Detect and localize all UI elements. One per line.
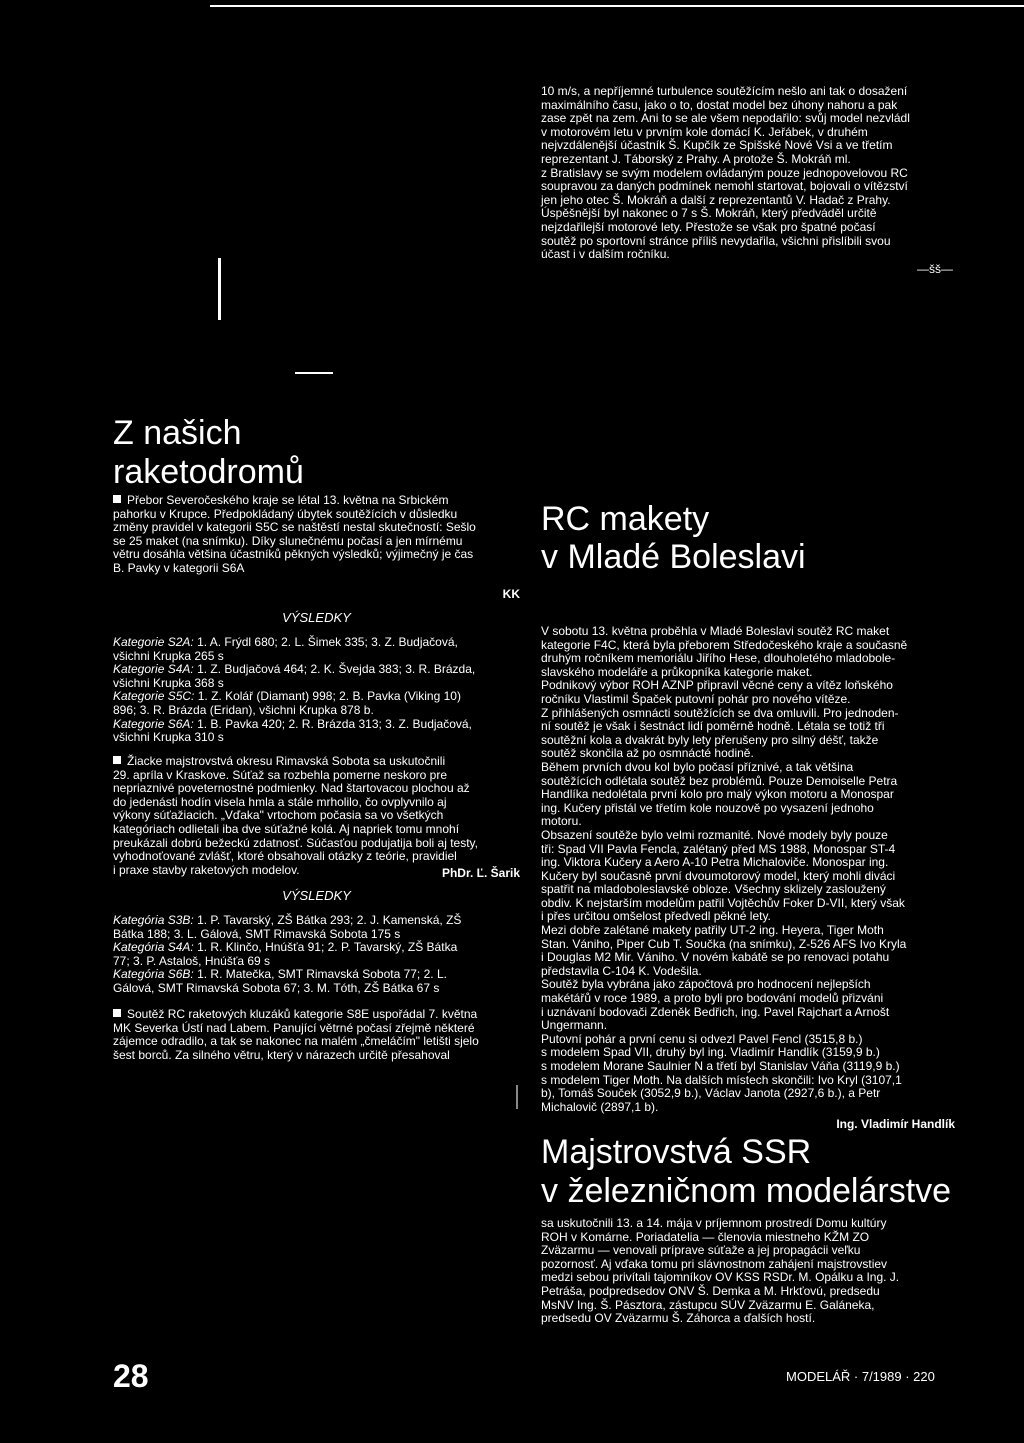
text-line — [113, 755, 520, 769]
text-line: maximálního času, jako o to, dostat model bez úhony nahoru a pak — [541, 97, 898, 112]
text-line: změny pravidel v kategorii S5C se naštěstí nestal skutečností: Sešlo — [113, 520, 476, 535]
result-category-label: Kategorie S4A: — [113, 662, 194, 677]
raketodromy-results-heading: VÝSLEDKY — [282, 610, 351, 625]
text-line — [113, 494, 520, 508]
result-category-label: Kategória S6B: — [113, 967, 194, 982]
result-text: 1. Z. Budjačová 464; 2. K. Švejda 383; 3. R. Brázda, — [197, 662, 476, 677]
text-line: soutěžní kola a dvakrát byly lety přerušeny pro silný déšť, takže — [541, 732, 879, 747]
text-line: zase zpět na zem. Ani to se ale všem nepodařilo: svůj model nezvládl — [541, 111, 910, 126]
text-line: druhým ročníkem memoriálu Jiřího Hese, dlouholetého mladobole- — [541, 651, 896, 666]
text-line: s modelem Morane Saulnier N a třetí byl Stanislav Váňa (3119,9 b.) — [541, 1059, 900, 1073]
text-line: i uznávaní bodovači Zdeněk Bedřich, ing. Pavel Rajchart a Arnošt — [541, 1004, 890, 1019]
majstrovstva-headline — [541, 1133, 951, 1211]
text-line: medzi sebou privítali tajomníkov OV KSS RSDr. M. Opálku a Ing. J. — [541, 1270, 900, 1285]
raketodromy-intro — [113, 494, 520, 576]
page-number: 28 — [113, 1358, 149, 1394]
result-line — [113, 677, 520, 691]
text-line: obdiv. K nejstarším modelům patřil Vojtěchův Foker D-VII, který však — [541, 895, 905, 910]
text-line: Během prvních dvou kol bylo počasí příznivé, a tak většina — [541, 759, 854, 774]
rc-makety-article — [541, 625, 955, 1114]
rc-makety-headline — [541, 500, 806, 576]
top-border-line — [210, 5, 1024, 7]
text-line: Úspěšnější byl nakonec o 7 s Š. Mokráň, který předváděl určitě — [541, 206, 877, 221]
text-line: Michalovič (2897,1 b). — [541, 1099, 659, 1114]
text-line: Handlíka nedolétala první kolo pro malý výkon motoru a Monospar — [541, 787, 894, 802]
ziacke-article — [113, 755, 520, 877]
bullet-square-icon — [113, 756, 121, 764]
text-line: Mezi dobře zalétané makety patřily UT-2 ing. Heyera, Tiger Moth — [541, 923, 884, 938]
result-text: Gálová, SMT Rimavská Sobota 67; 3. M. Tóth, ZŠ Bátka 67 s — [113, 980, 440, 995]
bullet-square-icon — [113, 495, 121, 503]
result-line — [113, 955, 520, 969]
text-line: motoru. — [541, 814, 582, 829]
text-line: ročníku Vlastimil Špaček putovní pohár pro nového vítěze. — [541, 691, 851, 706]
text-line: makétářů v roce 1989, a proto byli pro bodování modelů přizváni — [541, 991, 884, 1006]
raketodromy-intro-signature: KK — [502, 587, 520, 601]
text-line: Petráša, podpredsedov ONV Š. Demka a M. Hrkťovú, predsedu — [541, 1283, 880, 1298]
text-line-content: Soutěž RC raketových kluzáků kategorie S8E uspořádal 7. května — [127, 1007, 478, 1021]
publication-footer: MODELÁŘ · 7/1989 · 220 — [786, 1369, 935, 1384]
text-line: kategóriach odlietali iba dve súťažné kolá. Aj napriek tomu mnohí — [113, 821, 460, 836]
result-text: všichni Krupka 310 s — [113, 730, 224, 745]
raketodromy-headline — [113, 414, 304, 492]
result-text: 896; 3. R. Brázda (Eridan), všichni Krupka 878 b. — [113, 702, 374, 717]
text-line: soutěžících odlétala soutěž bez problémů. Pouze Demoiselle Petra — [541, 773, 898, 788]
result-category-label: Kategorie S2A: — [113, 635, 194, 649]
text-line: v motorovém letu v prvním kole domácí K. Jeřábek, v druhém — [541, 124, 868, 139]
result-text: 1. R. Klinčo, Hnúšťa 91; 2. P. Tavarský, ZŠ Bátka — [197, 940, 458, 955]
text-line: i Douglas M2 Mir. Vániho. V novém kabátě se po renovaci potahu — [541, 950, 890, 965]
rc-makety-signature: Ing. Vladimír Handlík — [836, 1117, 955, 1131]
result-line — [113, 968, 520, 982]
rc-makety-title-line2: v Mladé Boleslavi — [541, 538, 806, 577]
result-text: 1. P. Tavarský, ZŠ Bátka 293; 2. J. Kamenská, ZŠ — [197, 913, 462, 927]
text-line: se 25 maket (na snímku). Díky slunečnému počasí a jen mírnému — [113, 533, 463, 548]
result-line — [113, 636, 520, 650]
result-text: 77; 3. P. Astaloš, Hnúšťa 69 s — [113, 953, 271, 968]
raketodromy-results — [113, 636, 520, 745]
text-line: pahorku v Krupce. Předpokládaný úbytek soutěžících v důsledku — [113, 506, 458, 521]
top-article-continuation — [541, 85, 953, 262]
result-category-label: Kategória S3B: — [113, 913, 194, 927]
result-category-label: Kategorie S5C: — [113, 689, 195, 704]
result-line — [113, 704, 520, 718]
result-line — [113, 663, 520, 677]
result-category-label: Kategorie S6A: — [113, 716, 194, 731]
klouzaky-article — [113, 1008, 520, 1062]
text-line: představila C-104 K. Vodešila. — [541, 963, 702, 978]
text-line: Z přihlášených osmnácti soutěžících se dva omluvili. Pro jednoden- — [541, 705, 899, 720]
text-line: preukázali dobrú bežeckú zdatnosť. Súčasťou podujatija boli aj testy, — [113, 835, 478, 850]
raketodromy-title-line1: Z našich — [113, 414, 242, 452]
result-line — [113, 731, 520, 745]
text-line: šest borců. Za silného větru, který v nárazech určitě přesahoval — [113, 1047, 450, 1062]
text-line: sa uskutočnili 13. a 14. mája v príjemnom prostredí Domu kultúry — [541, 1216, 887, 1230]
result-line — [113, 941, 520, 955]
result-text: 1. Z. Kolář (Diamant) 998; 2. B. Pavka (Viking 10) — [197, 689, 461, 704]
text-line: účast i v dalším ročníku. — [541, 247, 670, 262]
margin-mark — [516, 1085, 518, 1109]
raketodromy-title-line2: raketodromů — [113, 453, 304, 492]
text-line: ROH v Komárne. Poriadatelia — členovia miestneho KŽM ZO — [541, 1229, 870, 1244]
majstrovstva-article — [541, 1217, 955, 1326]
result-line — [113, 914, 520, 928]
text-line: 29. apríla v Kraskove. Súťaž sa rozbehla pomerne neskoro pre — [113, 767, 448, 782]
text-line: MK Severka Ústí nad Labem. Panující větrné počasí zřejmě některé — [113, 1020, 475, 1035]
text-line: nepriaznivé poveternostné podmienky. Nad štartovacou plochou až — [113, 781, 470, 796]
text-line: soupravou za daných podmínek nemohl startovat, bojovali o vítězství — [541, 179, 908, 194]
text-line: výkony súťažiacich. „Vďaka" vrtochom počasia sa vo všetkých — [113, 808, 444, 823]
majstrovstva-title-line1: Majstrovstvá SSR — [541, 1133, 812, 1171]
result-text: všichni Krupka 265 s — [113, 648, 224, 663]
ziacke-results-heading: VÝSLEDKY — [282, 888, 351, 903]
text-line: větru dosáhla většina účastníků pěkných výsledků; výjimečný je čas — [113, 547, 474, 562]
vertical-rule — [218, 258, 221, 320]
top-article-signature: —šš— — [917, 262, 953, 276]
text-line: V sobotu 13. května proběhla v Mladé Boleslavi soutěž RC maket — [541, 624, 890, 638]
ziacke-results — [113, 914, 520, 996]
result-line — [113, 982, 520, 996]
text-line: MsNV Ing. Š. Pásztora, zástupcu SÚV Zväzarmu E. Galáneka, — [541, 1297, 875, 1312]
text-line: Obsazení soutěže bylo velmi rozmanité. Nové modely byly pouze — [541, 827, 888, 842]
text-line: Putovní pohár a první cenu si odvezl Pavel Fencl (3515,8 b.) — [541, 1031, 863, 1046]
text-line-content: Přebor Severočeského kraje se létal 13. května na Srbickém — [127, 493, 449, 507]
text-line: zájemce odradilo, a tak se nakonec na malém „čmeláčím" letišti sjelo — [113, 1034, 479, 1049]
rc-makety-title-line1: RC makety — [541, 500, 710, 538]
text-line: ní soutěž je však i šestnáct lidí poměrně hodně. Létala se totiž tři — [541, 719, 885, 734]
text-line: i praxe stavby raketových modelov. — [113, 862, 300, 877]
text-line: kategorie F4C, která byla přeborem Středočeského kraje a současně — [541, 637, 908, 652]
text-line: spatřit na mladoboleslavské obloze. Všechny sklizely zasloužený — [541, 882, 886, 897]
text-line: slavského modeláře a průkopníka kategorie maket. — [541, 664, 813, 679]
text-line: Zväzarmu — venovali príprave súťaže a jej propagácii veľku — [541, 1243, 861, 1258]
text-line: Soutěž byla vybrána jako zápočtová pro hodnocení nejlepších — [541, 977, 871, 992]
text-line: ing. Kučery přistál ve třetím kole nouzově po vysazení jednoho — [541, 800, 874, 815]
text-line: i přes určitou omšelost předvedl pěkné lety. — [541, 909, 771, 924]
result-text: Bátka 188; 3. L. Gálová, SMT Rimavská Sobota 175 s — [113, 926, 401, 941]
text-line: B. Pavky v kategorii S6A — [113, 560, 245, 575]
text-line: nejzdařilejší motorové lety. Přestože se však pro špatné počasí — [541, 219, 876, 234]
text-line: jen jeho otec Š. Mokráň a další z reprezentantů V. Hadač z Prahy. — [541, 192, 891, 207]
text-line: Kučery byl současně první dvoumotorový model, který mohli diváci — [541, 868, 896, 883]
result-text: 1. B. Pavka 420; 2. R. Brázda 313; 3. Z. Budjačová, — [197, 716, 472, 731]
text-line: predsedu OV Zväzarmu Š. Záhorca a ďalších hostí. — [541, 1311, 816, 1326]
majstrovstva-title-line2: v železničnom modelárstve — [541, 1172, 952, 1211]
result-text: všichni Krupka 368 s — [113, 675, 224, 690]
text-line: reprezentant J. Táborský z Prahy. A protože Š. Mokráň ml. — [541, 151, 851, 166]
text-line: do jedenásti hodín visela hmla a stále mrholilo, čo ovplyvnilo aj — [113, 794, 447, 809]
text-line: ing. Viktora Kučery a Aero A-10 Petra Michaloviče. Monospar ing. — [541, 855, 889, 870]
text-line — [113, 1008, 520, 1022]
result-category-label: Kategória S4A: — [113, 940, 194, 955]
result-line — [113, 718, 520, 732]
text-line: z Bratislavy se svým modelem ovládaným pouze jednopovelovou RC — [541, 165, 908, 180]
text-line: soutěž skončila až po osmnácté hodině. — [541, 746, 754, 761]
text-line: soutěž po sportovní stránce příliš nevydařila, všichni přislíbili svou — [541, 233, 891, 248]
text-line: pozornosť. Aj vďaka tomu pri slávnostnom zahájení majstrovstiev — [541, 1256, 888, 1271]
short-horizontal-rule — [295, 372, 333, 374]
result-line — [113, 690, 520, 704]
bullet-square-icon — [113, 1009, 121, 1017]
text-line: s modelem Spad VII, druhý byl ing. Vladimír Handlík (3159,9 b.) — [541, 1045, 880, 1060]
text-line: tři: Spad VII Pavla Fencla, zalétaný před MS 1988, Monospar ST-4 — [541, 841, 896, 856]
text-line: s modelem Tiger Moth. Na dalších místech skončili: Ivo Kryl (3107,1 — [541, 1072, 902, 1087]
text-line: Ungermann. — [541, 1018, 608, 1033]
ziacke-signature: PhDr. Ľ. Šarik — [441, 866, 520, 880]
result-text: 1. A. Frýdl 680; 2. L. Šimek 335; 3. Z. Budjačová, — [197, 635, 458, 649]
text-line: Podnikový výbor ROH AZNP připravil věcné ceny a vítěz loňského — [541, 678, 893, 693]
text-line: Stan. Vániho, Piper Cub T. Součka (na snímku), Z-526 AFS Ivo Kryla — [541, 936, 907, 951]
text-line: b), Tomáš Souček (3052,9 b.), Václav Janota (2927,6 b.), a Petr — [541, 1086, 881, 1101]
text-line: vyhodnoťované zvlášť, ktoré obsahovali otázky z teórie, pravidiel — [113, 849, 457, 864]
text-line: 10 m/s, a nepříjemné turbulence soutěžícím nešlo ani tak o dosažení — [541, 84, 908, 98]
text-line-content: Žiacke majstrovstvá okresu Rimavská Sobota sa uskutočnili — [127, 754, 446, 768]
text-line: nejvzdálenější účastník Š. Kupčík ze Spišské Nové Vsi a ve třetím — [541, 138, 893, 153]
result-text: 1. R. Matečka, SMT Rimavská Sobota 77; 2. L. — [197, 967, 447, 982]
